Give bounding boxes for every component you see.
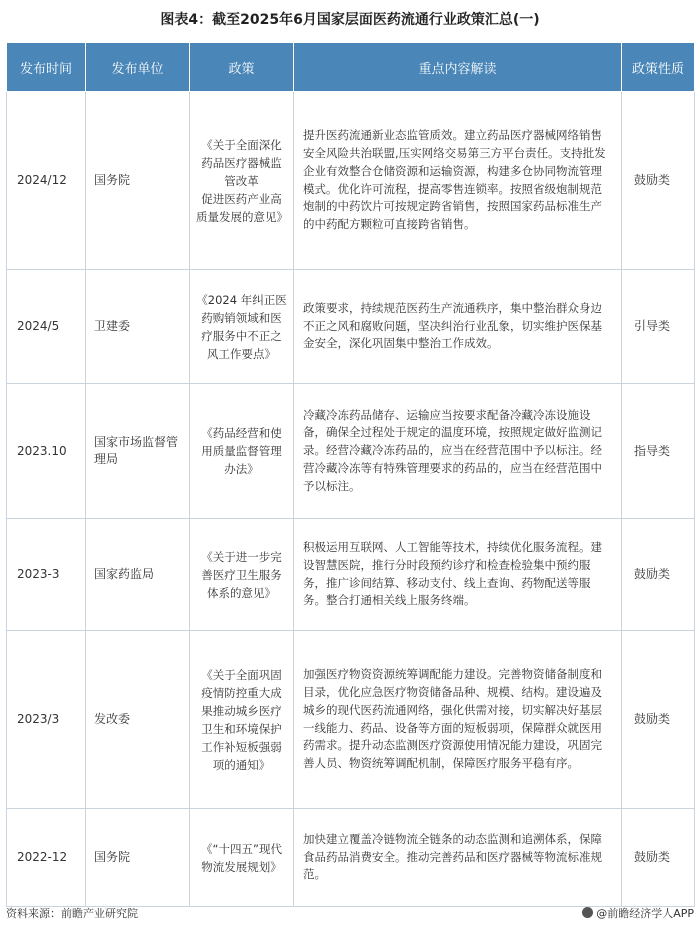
table-header [7, 43, 695, 92]
footer [6, 905, 694, 923]
cell-date: 2023-3 [7, 519, 86, 631]
cell-nature: 鼓励类 [622, 631, 695, 809]
cell-org: 国务院 [86, 92, 190, 270]
cell-nature: 指导类 [622, 384, 695, 519]
policy-line: 《关于全面巩固疫情防控重大成果推动城乡医疗卫生和环境保护工作补短板强弱项的通知》 [201, 667, 282, 772]
table-row [7, 631, 695, 809]
brand-text: @前瞻经济学人APP [596, 907, 694, 920]
cell-content: 加快建立覆盖冷链物流全链条的动态监测和追溯体系，保障食品药品消费安全。推动完善药品和医疗器械等物流标准规范。 [294, 809, 622, 907]
cell-policy [190, 631, 294, 809]
cell-date: 2023.10 [7, 384, 86, 519]
cell-org: 国家药监局 [86, 519, 190, 631]
policy-line: 《“十四五”现代物流发展规划》 [201, 841, 282, 874]
cell-org: 发改委 [86, 631, 190, 809]
column-header-date: 发布时间 [7, 43, 86, 92]
cell-policy [190, 92, 294, 270]
cell-nature: 引导类 [622, 270, 695, 384]
cell-content: 政策要求，持续规范医药生产流通秩序，集中整治群众身边不正之风和腐败问题，坚决纠治行业乱象，切实维护医保基金安全，深化巩固集中整治工作成效。 [294, 270, 622, 384]
column-header-content: 重点内容解读 [294, 43, 622, 92]
page-title: 图表4：截至2025年6月国家层面医药流通行业政策汇总(一) [160, 12, 540, 28]
column-header-policy: 政策 [190, 43, 294, 92]
cell-content: 加强医疗物资资源统筹调配能力建设。完善物资储备制度和目录，优化应急医疗物资储备品种、规模、结构。建设遍及城乡的现代医药流通网络，强化供需对接，切实解决好基层一线能力、药品、设备等方面的短板弱项，保障群众就医用药需求。提升动态监测医疗资源使用情况能力建设，巩固完善人员、物资统筹调配机制，保障医疗服务平稳有序。 [294, 631, 622, 809]
policy-table [6, 42, 695, 907]
table-row [7, 809, 695, 907]
cell-content: 提升医药流通新业态监管质效。建立药品医疗器械网络销售安全风险共治联盟,压实网络交易第三方平台责任。支持批发企业有效整合仓储资源和运输资源，构建多仓协同物流管理模式。优化许可流程，提高零售连锁率。按照省级炮制规范炮制的中药饮片可按规定跨省销售，按照国家药品标准生产的中药配方颗粒可直接跨省销售。 [294, 92, 622, 270]
cell-date: 2022-12 [7, 809, 86, 907]
column-header-nature: 政策性质 [622, 43, 695, 92]
cell-policy [190, 519, 294, 631]
table-row [7, 92, 695, 270]
brand-credit [582, 905, 694, 921]
cell-policy [190, 270, 294, 384]
cell-date: 2024/5 [7, 270, 86, 384]
policy-line: 《药品经营和使用质量监督管理办法》 [201, 426, 282, 476]
policy-line: 促进医药产业高质量发展的意见》 [196, 191, 288, 224]
column-header-org: 发布单位 [86, 43, 190, 92]
cell-content: 冷藏冷冻药品储存、运输应当按要求配备冷藏冷冻设施设备，确保全过程处于规定的温度环境，按照规定做好监测记录。经营冷藏冷冻药品的，应当在经营范围中予以标注。经营冷藏冷冻等有特殊管理要求的药品的，应当在经营范围中予以标注。 [294, 384, 622, 519]
cell-org: 卫建委 [86, 270, 190, 384]
policy-table-wrapper [6, 42, 694, 907]
cell-policy [190, 384, 294, 519]
policy-line: 《2024 年纠正医药购销领域和医疗服务中不正之风工作要点》 [196, 292, 287, 361]
cell-org: 国务院 [86, 809, 190, 907]
cell-nature: 鼓励类 [622, 92, 695, 270]
table-row [7, 384, 695, 519]
cell-nature: 鼓励类 [622, 809, 695, 907]
policy-line: 《关于进一步完善医疗卫生服务体系的意见》 [201, 549, 282, 600]
table-row [7, 519, 695, 631]
cell-date: 2024/12 [7, 92, 86, 270]
cell-date: 2023/3 [7, 631, 86, 809]
cell-org: 国家市场监督管理局 [86, 384, 190, 519]
cell-policy [190, 809, 294, 907]
source-note: 资料来源：前瞻产业研究院 [6, 907, 138, 920]
table-row [7, 270, 695, 384]
brand-logo-icon [582, 907, 593, 918]
cell-content: 积极运用互联网、人工智能等技术，持续优化服务流程。建设智慧医院，推行分时段预约诊疗和检查检验集中预约服务，推广诊间结算、移动支付、线上查询、药物配送等服务。整合打通相关线上服务终端。 [294, 519, 622, 631]
cell-nature: 鼓励类 [622, 519, 695, 631]
policy-line: 《关于全面深化药品医疗器械监管改革 [201, 137, 282, 188]
